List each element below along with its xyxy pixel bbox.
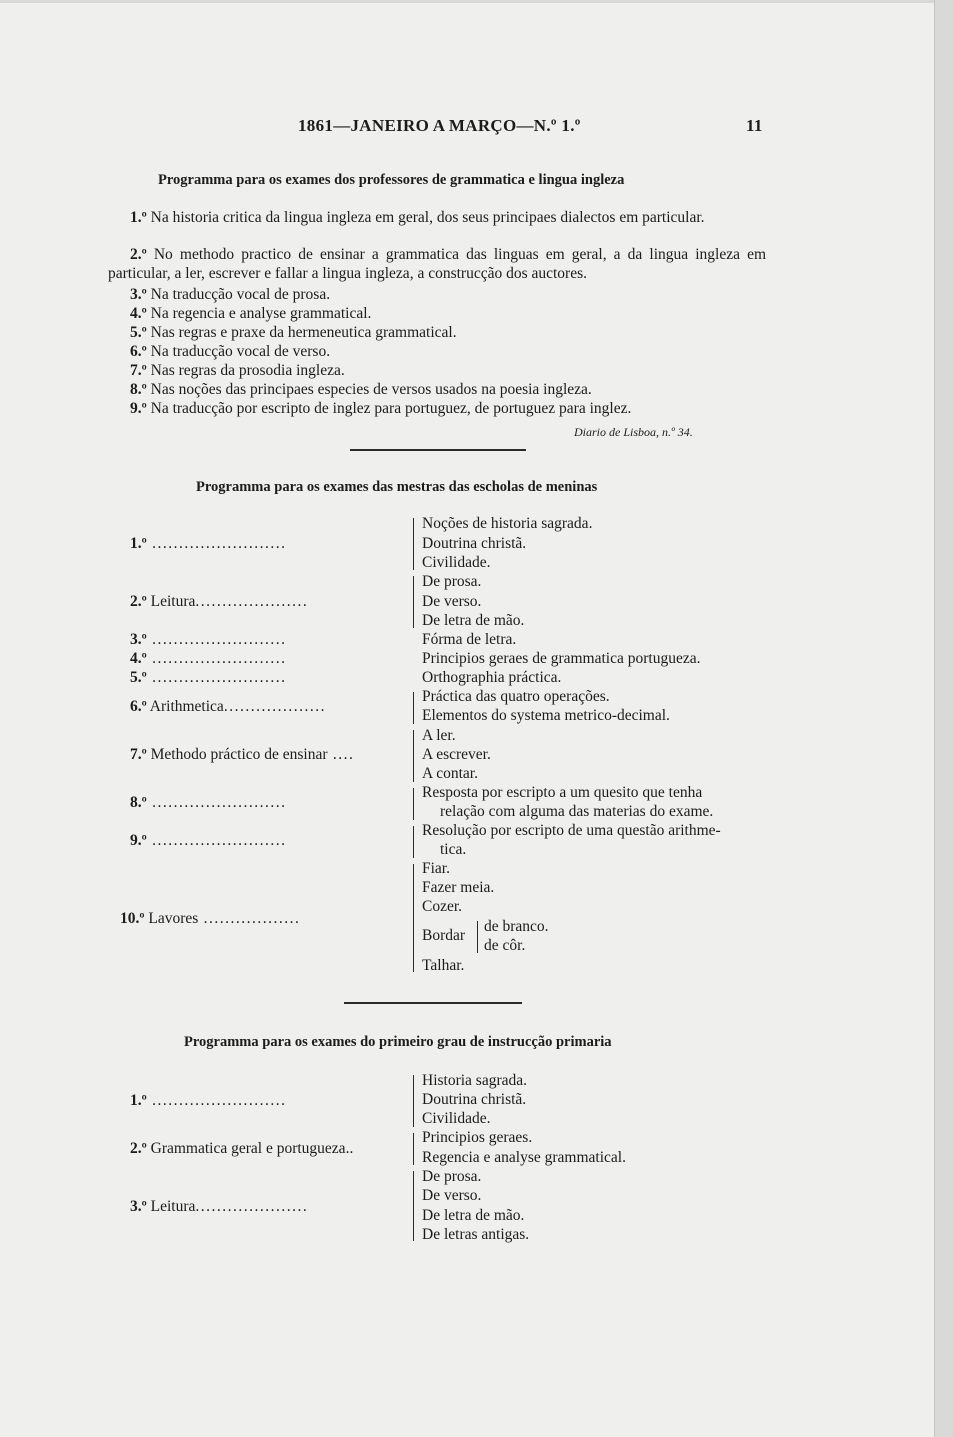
s2-row-10-item-3: Cozer. <box>422 898 463 915</box>
s3-row-3-item-1: De prosa. <box>422 1168 482 1185</box>
section1-item-8: 8.º Nas noções das principaes especies de versos usados na poesia ingleza. <box>130 381 592 398</box>
s2-row-1-label: 1.º ......................... <box>130 535 287 552</box>
s2-row-2-label: 2.º Leitura..................... <box>130 593 309 610</box>
s2-row-2-item-1: De prosa. <box>422 573 482 590</box>
s2-row-7-item-1: A ler. <box>422 727 456 744</box>
s2-row-8-brace <box>413 788 414 820</box>
s3-row-1-item-2: Doutrina christã. <box>422 1091 527 1108</box>
section1-item-2: 2.º No methodo practico de ensinar a grammatica das linguas em geral, a da lingua ingleza em particular, a ler, escrever e fallar a lingua ingleza, a construcção dos auctores. <box>108 246 767 282</box>
s2-row-7-item-2: A escrever. <box>422 746 491 763</box>
s3-row-2-item-2: Regencia e analyse grammatical. <box>422 1149 626 1166</box>
running-header: 1861—JANEIRO A MARÇO—N.º 1.º <box>298 116 581 135</box>
section1-item-6: 6.º Na traducção vocal de verso. <box>130 343 331 360</box>
s3-row-2-brace <box>413 1133 414 1165</box>
s3-row-3-label: 3.º Leitura..................... <box>130 1198 309 1215</box>
s3-row-1-item-3: Civilidade. <box>422 1110 491 1127</box>
s2-row-9-label: 9.º ......................... <box>130 832 287 849</box>
s2-row-8-label: 8.º ......................... <box>130 794 287 811</box>
s2-row-8-item-2: relação com alguma das materias do exame. <box>440 803 714 820</box>
s2-row-4-item-1: Principios geraes de grammatica portugueza. <box>422 650 701 667</box>
section1-title: Programma para os exames dos professores de grammatica e lingua ingleza <box>158 172 625 188</box>
s2-row-1-brace <box>413 518 414 570</box>
s2-row-9-brace <box>413 826 414 858</box>
s3-row-1-label: 1.º ......................... <box>130 1092 287 1109</box>
section1-item-9: 9.º Na traducção por escripto de inglez para portuguez, de portuguez para inglez. <box>130 400 632 417</box>
s2-row-2-item-2: De verso. <box>422 593 482 610</box>
section-divider-2 <box>344 1002 522 1004</box>
section1-item-1: 1.º Na historia critica da lingua ingleza em geral, dos seus principaes dialectos em particular. <box>130 209 705 226</box>
s2-row-10-sub-2: de côr. <box>484 937 526 954</box>
s2-row-7-brace <box>413 730 414 782</box>
section2-title: Programma para os exames das mestras das escholas de meninas <box>196 479 598 495</box>
s2-row-10-item-4: Bordar <box>422 927 466 944</box>
s2-row-6-item-1: Práctica das quatro operações. <box>422 688 610 705</box>
s2-row-10-item-5: Talhar. <box>422 957 465 974</box>
s3-row-2-label: 2.º Grammatica geral e portugueza.. <box>130 1140 354 1157</box>
s3-row-1-item-1: Historia sagrada. <box>422 1072 528 1089</box>
s2-row-3-label: 3.º ......................... <box>130 631 287 648</box>
s2-row-6-brace <box>413 692 414 724</box>
s2-row-10-label: 10.º Lavores .................. <box>120 910 301 927</box>
s2-row-10-item-1: Fiar. <box>422 860 450 877</box>
s2-row-3-item-1: Fórma de letra. <box>422 631 517 648</box>
s3-row-3-item-2: De verso. <box>422 1187 482 1204</box>
s3-row-3-item-4: De letras antigas. <box>422 1226 530 1243</box>
s3-row-3-brace <box>413 1171 414 1241</box>
section1-item-7: 7.º Nas regras da prosodia ingleza. <box>130 362 345 379</box>
s2-row-10-sub-brace <box>477 921 478 953</box>
section3-title: Programma para os exames do primeiro grau de instrucção primaria <box>184 1034 612 1050</box>
page-number: 11 <box>746 116 763 135</box>
s2-row-10-brace <box>413 864 414 972</box>
s3-row-2-item-1: Principios geraes. <box>422 1129 533 1146</box>
section1-item-4: 4.º Na regencia e analyse grammatical. <box>130 305 372 322</box>
s2-row-7-label: 7.º Methodo práctico de ensinar .... <box>130 746 355 763</box>
s2-row-5-label: 5.º ......................... <box>130 669 287 686</box>
source-citation: Diario de Lisboa, n.º 34. <box>574 425 693 439</box>
s2-row-1-item-2: Doutrina christã. <box>422 535 527 552</box>
s2-row-1-item-1: Noções de historia sagrada. <box>422 515 593 532</box>
s2-row-6-label: 6.º Arithmetica................... <box>130 698 326 715</box>
section1-item-5: 5.º Nas regras e praxe da hermeneutica grammatical. <box>130 324 457 341</box>
section-divider-1 <box>350 449 526 451</box>
s2-row-6-item-2: Elementos do systema metrico-decimal. <box>422 707 670 724</box>
s2-row-10-item-2: Fazer meia. <box>422 879 495 896</box>
s2-row-10-sub-1: de branco. <box>484 918 549 935</box>
s2-row-7-item-3: A contar. <box>422 765 478 782</box>
section1-item-3: 3.º Na traducção vocal de prosa. <box>130 286 331 303</box>
s2-row-5-item-1: Orthographia práctica. <box>422 669 562 686</box>
s3-row-3-item-3: De letra de mão. <box>422 1207 525 1224</box>
page-right-edge <box>934 0 953 1437</box>
s2-row-9-item-1: Resolução por escripto de uma questão arithme- <box>422 822 721 839</box>
s2-row-2-item-3: De letra de mão. <box>422 612 525 629</box>
page-top-edge <box>0 0 953 3</box>
s2-row-4-label: 4.º ......................... <box>130 650 287 667</box>
s2-row-1-item-3: Civilidade. <box>422 554 491 571</box>
s2-row-8-item-1: Resposta por escripto a um quesito que tenha <box>422 784 703 801</box>
s2-row-9-item-2: tica. <box>440 841 467 858</box>
s2-row-2-brace <box>413 576 414 628</box>
s3-row-1-brace <box>413 1075 414 1127</box>
